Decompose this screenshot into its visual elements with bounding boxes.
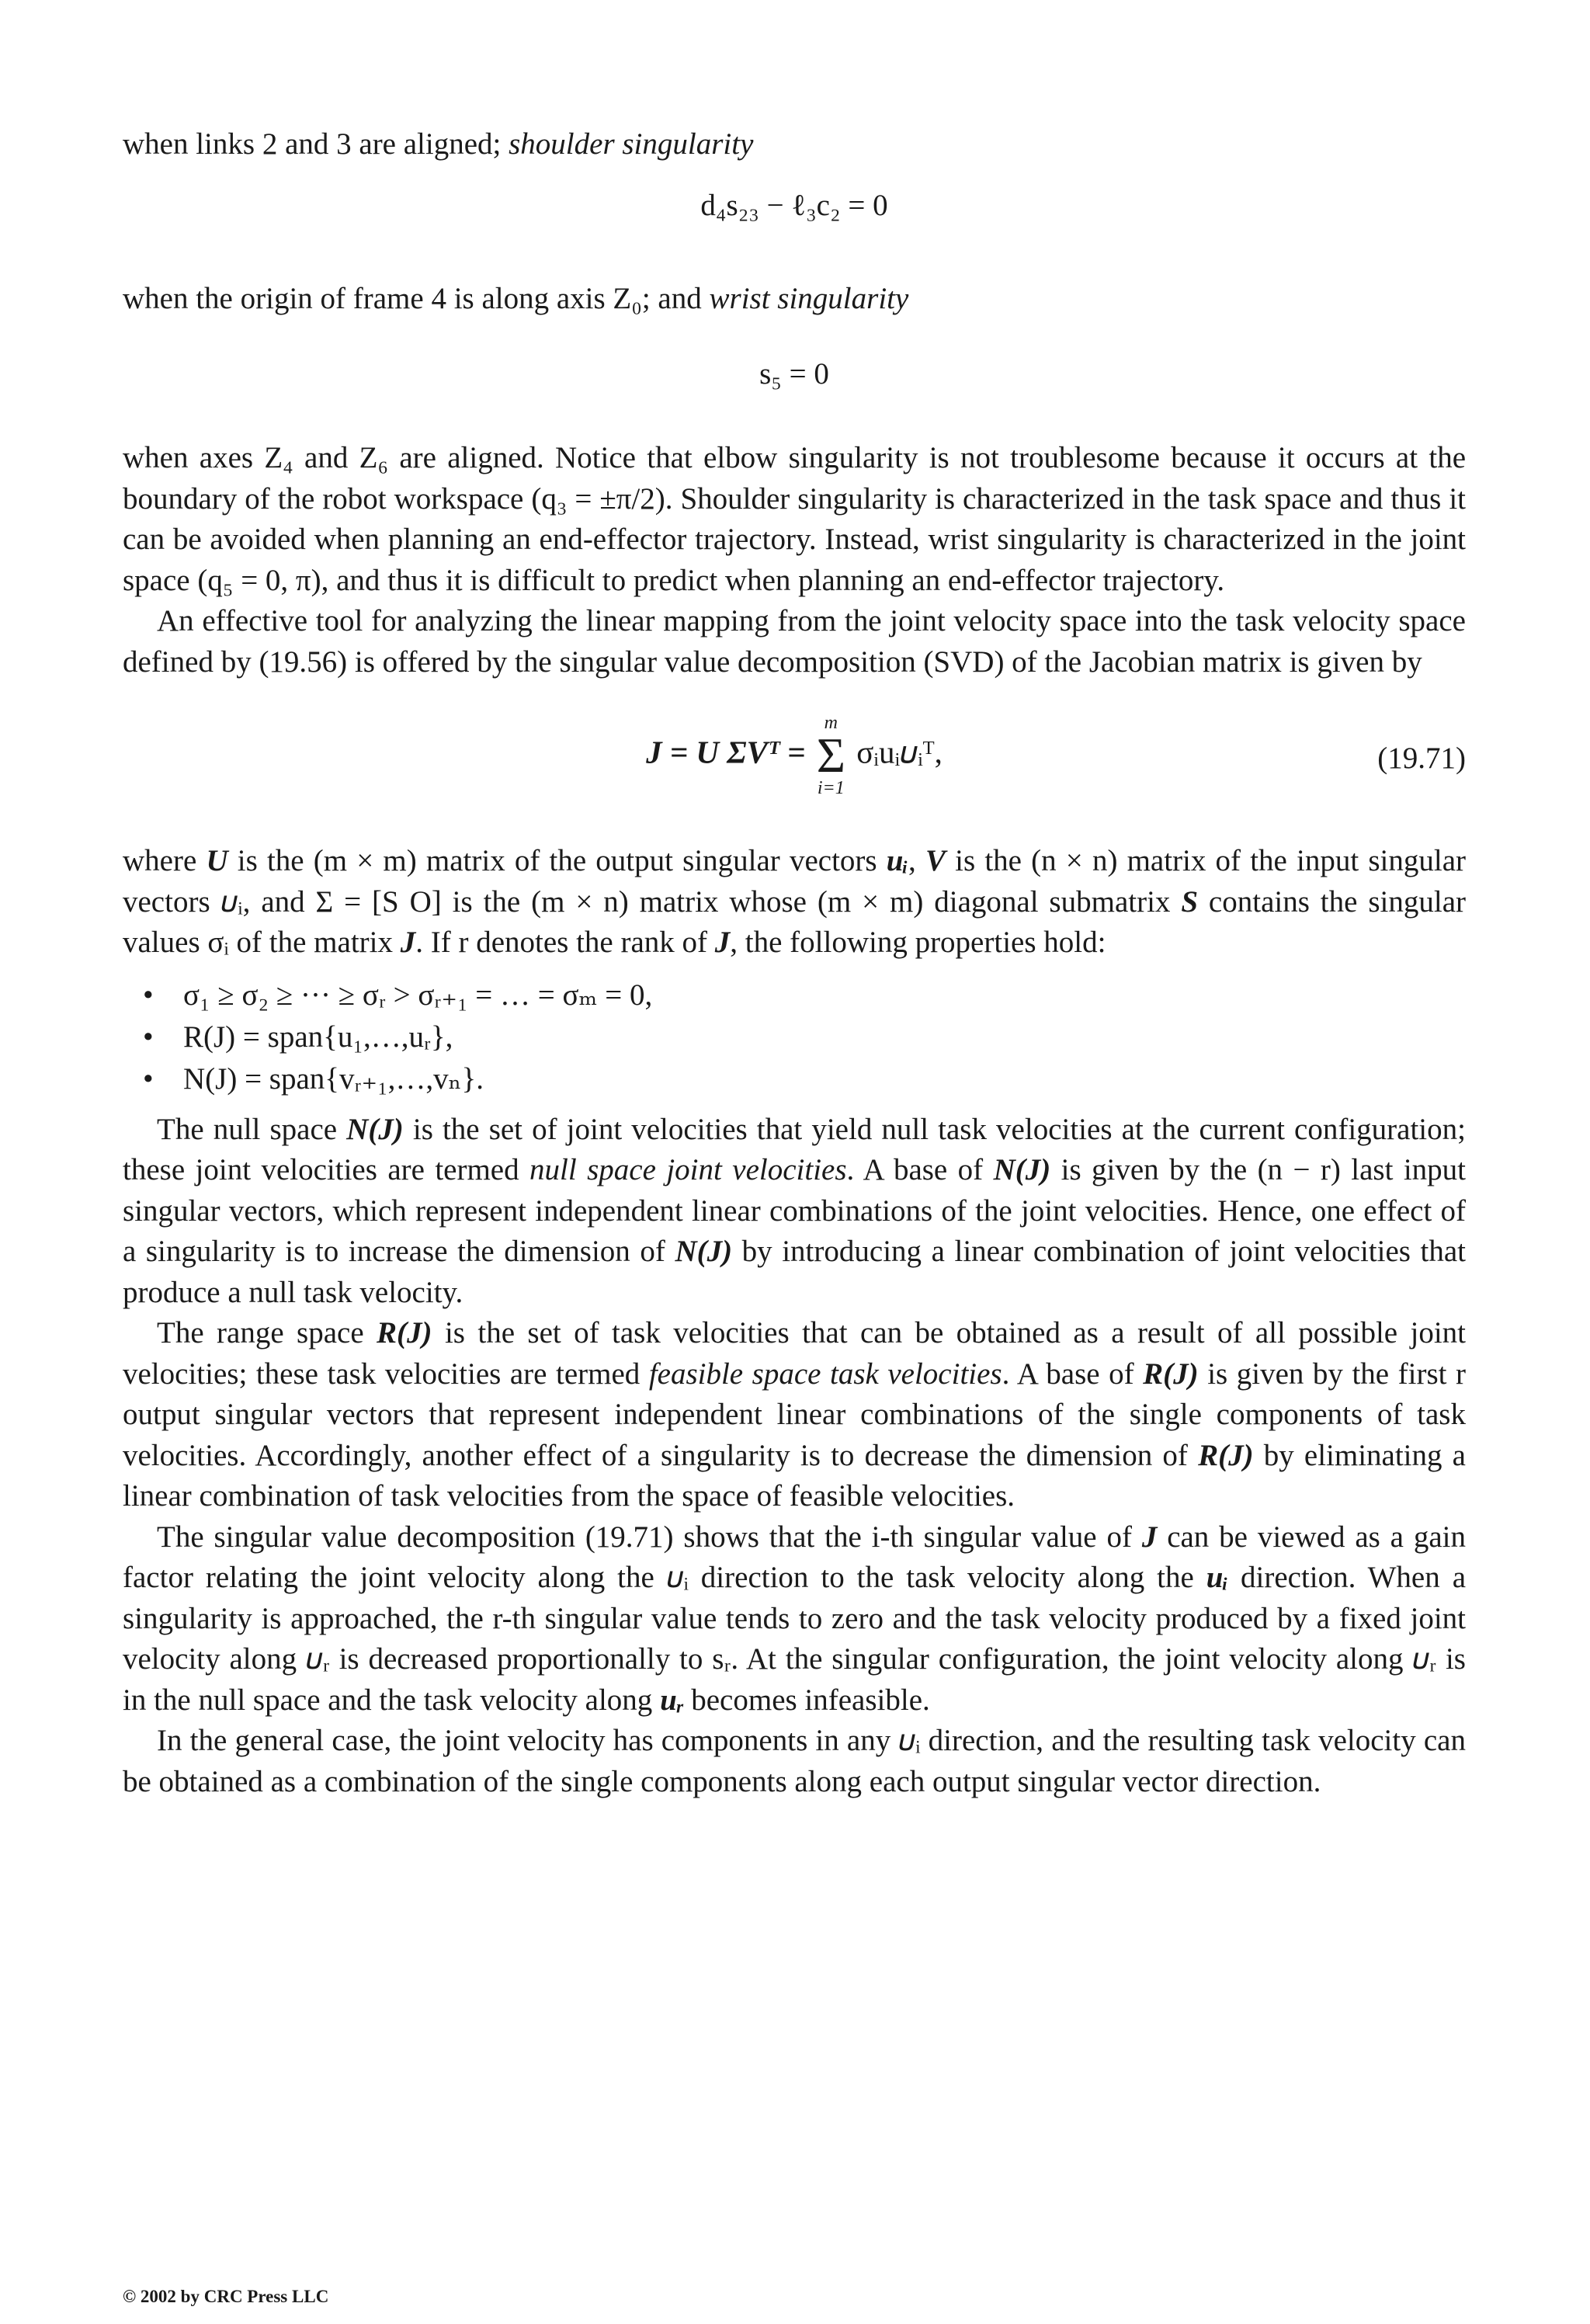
text-run: contains the singular values σᵢ of the matrix (123, 884, 1466, 959)
text-run: where (123, 844, 207, 877)
summation-lower-limit: i=1 (817, 778, 845, 798)
text-run: direction. When a singularity is approached, the r-th singular value tends to zero and the task velocity produced by a fixed joint velocity along 𝜐ᵣ is decreased proportionally to sᵣ. At the singular configuration, the joint velocity along 𝜐ᵣ is in the null space and the task velocity along (123, 1561, 1467, 1717)
list-item: • σ₁ ≥ σ₂ ≥ ··· ≥ σᵣ > σᵣ₊₁ = … = σₘ = 0, (123, 974, 1466, 1016)
text-run: The null space (157, 1112, 347, 1146)
bold-symbol: J (1141, 1520, 1158, 1554)
text-run: by introducing a linear combination of joint velocities that produce a null task velocity. (123, 1235, 1467, 1309)
text-run: . A base of (1002, 1357, 1144, 1391)
equation-svd-lhs: J = U ΣVᵀ = (646, 734, 814, 770)
bold-symbol: R(J) (1143, 1357, 1199, 1391)
bold-symbol: N(J) (346, 1112, 404, 1146)
italic-term: null space joint velocities (529, 1153, 847, 1186)
summation-sigma: Σ (816, 728, 845, 783)
paragraph-singular-value-gain (123, 1517, 1466, 1721)
text-run: is given by the first r output singular vectors that represent independent linear combinations of the single components of task velocities. Accordingly, another effect of a singularity is to decrease the dimension of (123, 1357, 1466, 1472)
text-run: is given by the (n − r) last input singular vectors, which represent independent linear combinations of the joint velocities. Hence, one effect of a singularity is to increase the dimension of (123, 1153, 1466, 1268)
paragraph-general-case: In the general case, the joint velocity has components in any 𝜐ᵢ direction, and the resulting task velocity can be obtained as a combination of the single components along each output singular vector direction. (123, 1724, 1466, 1798)
bold-symbol: N(J) (675, 1235, 733, 1268)
paragraph-range-space (123, 1313, 1466, 1517)
bold-symbol: uᵣ (660, 1683, 684, 1717)
text-run: is the (m × m) matrix of the output singular vectors (227, 844, 887, 877)
summation-symbol (817, 714, 845, 797)
italic-term: feasible space task velocities (648, 1357, 1002, 1391)
page-body (123, 124, 1466, 1802)
text-run: The singular value decomposition (19.71) shows that the i-th singular value of (157, 1520, 1142, 1554)
equation-wrist-singularity: s₅ = 0 (759, 356, 829, 391)
text-run: is the set of task velocities that can be obtained as a result of all possible joint velocities; these task velocities are termed (123, 1316, 1466, 1391)
text-run: is the set of joint velocities that yield null task velocities at the current configuration; these joint velocities are termed (123, 1112, 1466, 1186)
bold-symbol: R(J) (377, 1316, 432, 1350)
paragraph-null-space (123, 1110, 1466, 1314)
text-run: , the following properties hold: (730, 926, 1106, 959)
text-run: can be viewed as a gain factor relating the joint velocity along the 𝜐ᵢ direction to the task velocity along the (123, 1520, 1466, 1594)
equation-number: (19.71) (1377, 742, 1466, 775)
paragraph-wrist-intro (123, 279, 1466, 320)
text-run: . If r denotes the rank of (415, 926, 715, 959)
equation-svd (123, 714, 1466, 807)
text-run: is the (n × n) matrix of the input singular vectors 𝜐ᵢ, and Σ = [S O] is the (m × n) matrix whose (m × m) diagonal submatrix (123, 844, 1466, 919)
bold-symbol: U (206, 844, 228, 877)
bold-symbol: N(J) (993, 1153, 1051, 1186)
bold-symbol: J (400, 926, 416, 959)
equation-svd-term: σᵢuᵢ𝜐ᵢᵀ, (856, 734, 943, 770)
bold-symbol: uᵢ (886, 844, 909, 877)
bold-symbol: J (714, 926, 731, 959)
bold-symbol: R(J) (1198, 1438, 1254, 1472)
italic-term: wrist singularity (709, 282, 909, 315)
paragraph-shoulder-intro (123, 124, 1466, 165)
equation-svd-body (123, 714, 1466, 797)
equation-shoulder-singularity: d₄s₂₃ − ℓ₃c₂ = 0 (700, 188, 888, 222)
list-item: • N(J) = span{vᵣ₊₁,…,vₙ}. (123, 1058, 1466, 1100)
paragraph-svd-definitions (123, 841, 1466, 964)
text-run: when the origin of frame 4 is along axis Z₀; and (123, 282, 710, 315)
text-run: becomes infeasible. (683, 1683, 930, 1717)
bold-symbol: V (925, 844, 946, 877)
summation-upper-limit: m (824, 713, 838, 733)
bold-symbol: uᵢ (1206, 1561, 1229, 1594)
text-run: . A base of (846, 1153, 994, 1186)
text-run: by eliminating a linear combination of task velocities from the space of feasible velocities. (123, 1438, 1466, 1513)
paragraph-svd-intro: An effective tool for analyzing the linear mapping from the joint velocity space into the task velocity space defined by (19.56) is offered by the singular value decomposition (SVD) of the Jacobian matrix is given by (123, 604, 1466, 679)
copyright-footer: © 2002 by CRC Press LLC (123, 2287, 329, 2306)
bold-symbol: S (1181, 884, 1199, 919)
paragraph-singularity-notes: when axes Z₄ and Z₆ are aligned. Notice that elbow singularity is not troublesome because it occurs at the boundary of the robot workspace (q₃ = ±π/2). Shoulder singularity is characterized in the task space and thus it can be avoided when planning an end-effector trajectory. Instead, wrist singularity is characterized in the joint space (q₅ = 0, π), and thus it is difficult to predict when planning an end-effector trajectory. (123, 441, 1466, 597)
list-item: • R(J) = span{u₁,…,uᵣ}, (123, 1016, 1466, 1058)
text-run: , (908, 844, 925, 877)
text-run: The range space (157, 1316, 377, 1350)
text-run: when links 2 and 3 are aligned; (123, 127, 509, 161)
properties-list (123, 974, 1466, 1100)
italic-term: shoulder singularity (509, 127, 754, 161)
